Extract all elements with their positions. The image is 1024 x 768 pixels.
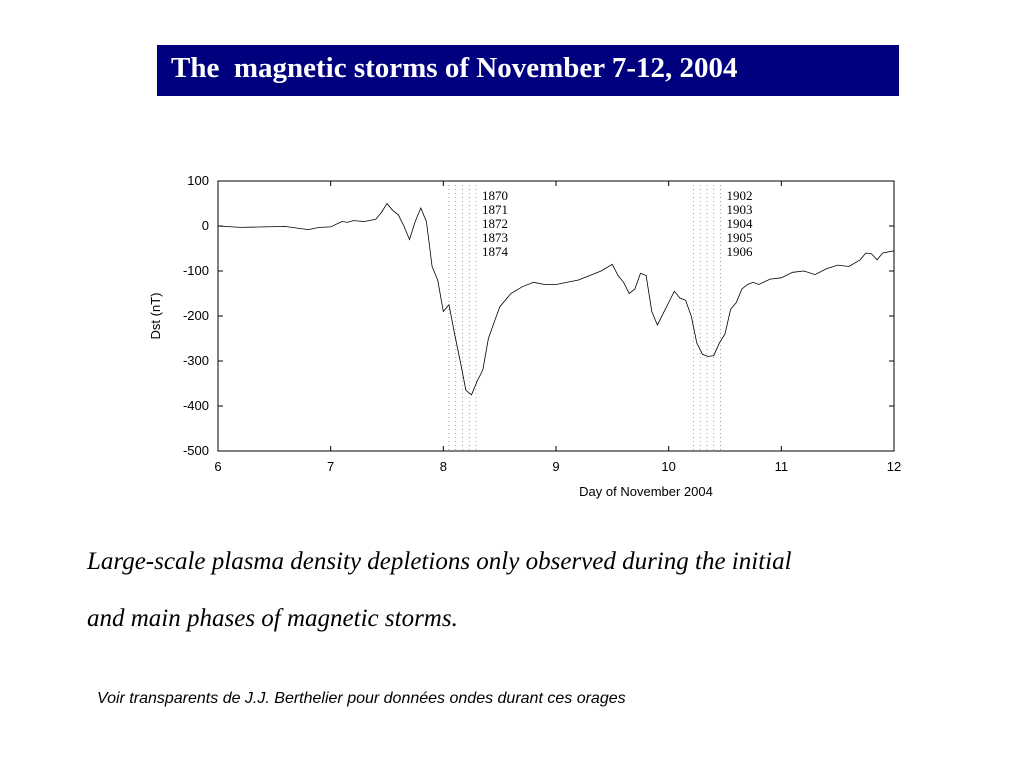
orbit-label: 1902 [726, 188, 753, 203]
chart-plot-area [183, 173, 901, 474]
orbit-label: 1874 [482, 244, 509, 259]
x-tick-label: 8 [439, 459, 447, 474]
y-tick-label: -500 [182, 443, 209, 458]
x-tick-label: 11 [774, 459, 789, 474]
x-axis-label: Day of November 2004 [579, 484, 713, 499]
y-tick-label: 0 [201, 218, 209, 233]
caption-line-1: Large-scale plasma density depletions only observed during the initial [87, 548, 792, 575]
y-tick-label: -200 [182, 308, 209, 323]
orbit-label: 1906 [726, 244, 753, 259]
orbit-label: 1904 [726, 216, 753, 231]
dst-series-line [218, 204, 894, 395]
y-tick-label: -300 [182, 353, 209, 368]
footnote: Voir transparents de J.J. Berthelier pour données ondes durant ces orages [97, 690, 626, 707]
orbit-label: 1871 [482, 202, 509, 217]
plot-frame [218, 181, 894, 451]
caption-line-2: and main phases of magnetic storms. [87, 605, 458, 632]
slide-title: The magnetic storms of November 7-12, 2004 [171, 52, 738, 84]
dst-chart [140, 165, 920, 510]
orbit-label: 1905 [726, 230, 753, 245]
y-tick-label: -400 [182, 398, 209, 413]
x-tick-label: 9 [552, 459, 560, 474]
orbit-label: 1872 [482, 216, 509, 231]
slide-title-banner [157, 45, 899, 96]
orbit-label: 1870 [482, 188, 509, 203]
x-tick-label: 7 [327, 459, 335, 474]
x-tick-label: 12 [886, 459, 902, 474]
caption [87, 533, 987, 647]
x-tick-label: 6 [214, 459, 222, 474]
orbit-label: 1903 [726, 202, 753, 217]
y-axis-label: Dst (nT) [148, 292, 163, 340]
x-tick-label: 10 [661, 459, 676, 474]
orbit-label: 1873 [482, 230, 509, 245]
y-tick-label: -100 [182, 263, 209, 278]
y-tick-label: 100 [187, 173, 209, 188]
